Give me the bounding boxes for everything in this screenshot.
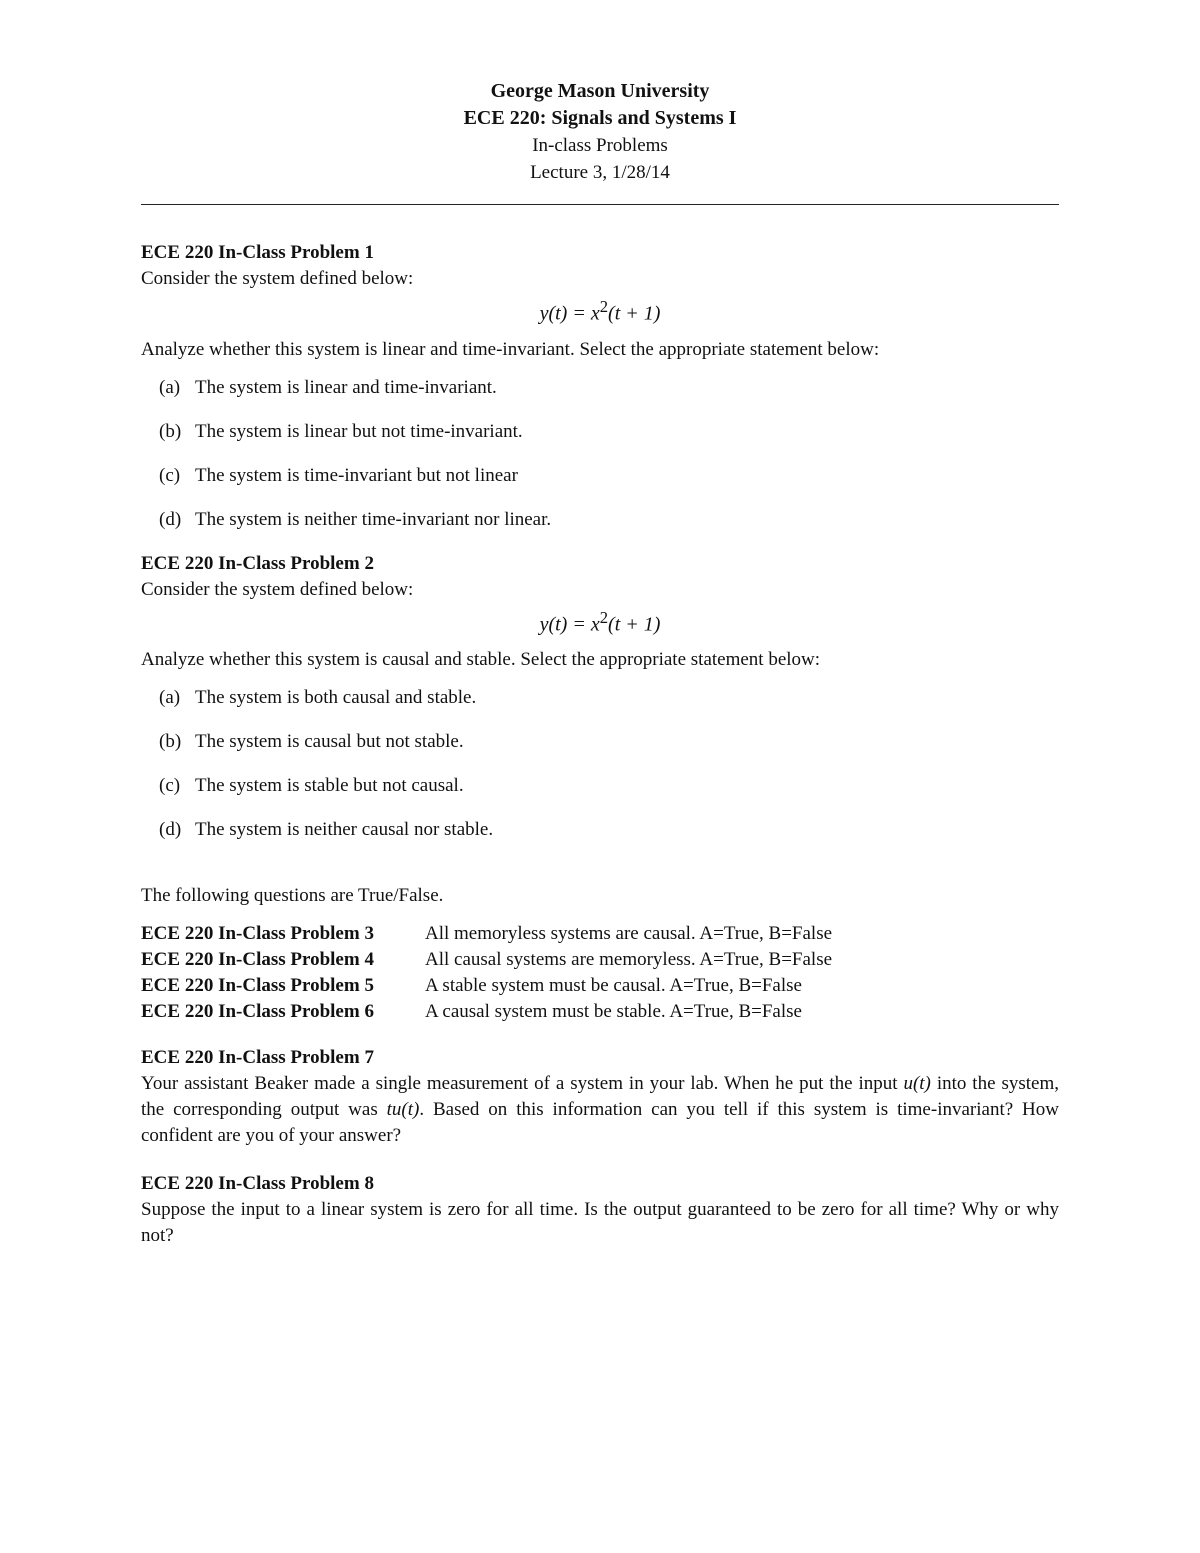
option-text: The system is both causal and stable. xyxy=(195,687,477,709)
math-output: tu(t) xyxy=(386,1099,420,1121)
problem-2-options xyxy=(159,685,1059,843)
true-false-intro: The following questions are True/False. xyxy=(141,885,444,907)
problem-5-title: ECE 220 In-Class Problem 5 xyxy=(141,975,374,997)
problem-6-title: ECE 220 In-Class Problem 6 xyxy=(141,1001,374,1023)
option-a xyxy=(159,685,1059,711)
problem-7 xyxy=(141,1045,1059,1149)
option-label: (d) xyxy=(159,508,182,530)
problem-2 xyxy=(141,551,1059,844)
problem-4-title: ECE 220 In-Class Problem 4 xyxy=(141,949,374,971)
problem-3-text: All memoryless systems are causal. A=True, B=False xyxy=(425,923,833,945)
equation-lhs: y(t) = x xyxy=(539,613,600,636)
equation-rhs: (t + 1) xyxy=(608,302,661,325)
problem-2-intro: Consider the system defined below: xyxy=(141,578,414,600)
option-text: The system is time-invariant but not linear xyxy=(195,464,518,486)
option-text: The system is causal but not stable. xyxy=(195,731,464,753)
university-name: George Mason University xyxy=(490,80,710,102)
problem-7-text xyxy=(141,1071,1059,1149)
equation-exponent: 2 xyxy=(599,607,609,627)
option-label: (c) xyxy=(159,775,181,797)
equation-rhs: (t + 1) xyxy=(608,613,661,636)
problem-5-text: A stable system must be causal. A=True, B=False xyxy=(425,975,802,997)
header-divider xyxy=(141,204,1059,205)
problem-8-title: ECE 220 In-Class Problem 8 xyxy=(141,1173,374,1195)
problem-1-options xyxy=(159,375,1059,533)
option-text: The system is linear but not time-invariant. xyxy=(195,420,523,442)
problem-2-title: ECE 220 In-Class Problem 2 xyxy=(141,552,374,574)
problem-6 xyxy=(141,999,1059,1025)
option-b xyxy=(159,729,1059,755)
problem-2-prompt: Analyze whether this system is causal and stable. Select the appropriate statement below: xyxy=(141,649,821,671)
option-a xyxy=(159,375,1059,401)
document-header xyxy=(0,78,1200,186)
lecture-info: Lecture 3, 1/28/14 xyxy=(530,162,670,183)
problem-8-text: Suppose the input to a linear system is zero for all time. Is the output guaranteed to be zero for all time? Why or why not? xyxy=(141,1199,1059,1247)
problem-3-title: ECE 220 In-Class Problem 3 xyxy=(141,923,374,945)
problem-5 xyxy=(141,973,1059,999)
math-input: u(t) xyxy=(903,1073,931,1095)
equation-exponent: 2 xyxy=(599,297,609,316)
problem-1-title: ECE 220 In-Class Problem 1 xyxy=(141,242,374,263)
option-text: The system is stable but not causal. xyxy=(195,775,464,797)
option-b xyxy=(159,419,1059,445)
problem-4 xyxy=(141,947,1059,973)
true-false-section xyxy=(141,883,1059,1025)
option-c xyxy=(159,463,1059,489)
option-text: The system is neither causal nor stable. xyxy=(195,819,494,841)
option-text: The system is neither time-invariant nor linear. xyxy=(195,508,552,530)
text-segment: into the system, the corresponding output was xyxy=(141,1073,1059,1121)
course-title: ECE 220: Signals and Systems I xyxy=(463,107,737,129)
problems-body xyxy=(141,240,1059,1249)
option-text: The system is linear and time-invariant. xyxy=(195,376,497,398)
problem-1 xyxy=(141,240,1059,533)
option-d xyxy=(159,507,1059,533)
problem-3 xyxy=(141,921,1059,947)
option-label: (d) xyxy=(159,819,182,841)
option-label: (a) xyxy=(159,376,181,398)
problem-1-equation xyxy=(141,294,1059,327)
problem-1-intro: Consider the system defined below: xyxy=(141,268,414,289)
problem-1-prompt: Analyze whether this system is linear and time-invariant. Select the appropriate statement below: xyxy=(141,338,880,360)
problem-6-text: A causal system must be stable. A=True, B=False xyxy=(425,1001,802,1023)
option-label: (c) xyxy=(159,464,181,486)
option-c xyxy=(159,773,1059,799)
option-label: (a) xyxy=(159,687,181,709)
problem-2-equation xyxy=(141,605,1059,638)
text-segment: . Based on this information can you tell if this system is time-invariant? How confident are you of your answer? xyxy=(141,1099,1059,1147)
equation-lhs: y(t) = x xyxy=(539,302,600,325)
problem-7-title: ECE 220 In-Class Problem 7 xyxy=(141,1047,374,1069)
option-label: (b) xyxy=(159,420,182,442)
problem-4-text: All causal systems are memoryless. A=True, B=False xyxy=(425,949,833,971)
document-subtitle: In-class Problems xyxy=(532,135,668,156)
option-label: (b) xyxy=(159,731,182,753)
text-segment: Your assistant Beaker made a single measurement of a system in your lab. When he put the input xyxy=(141,1073,904,1095)
problem-8 xyxy=(141,1171,1059,1249)
option-d xyxy=(159,817,1059,843)
